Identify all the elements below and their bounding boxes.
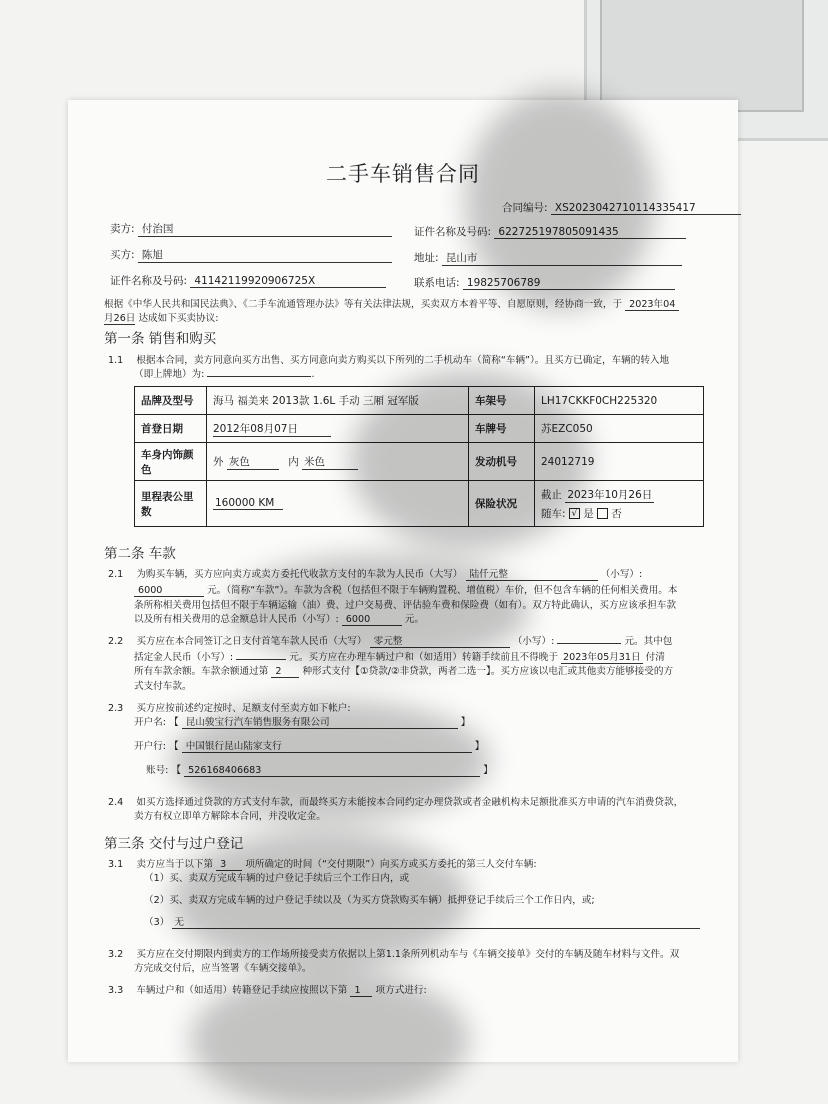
transfer-location xyxy=(207,376,311,377)
plate-value: 苏EZC050 xyxy=(535,415,704,443)
vin-label: 车架号 xyxy=(469,387,535,415)
account-name-row: 开户名: 【 昆山骏宝行汽车销售服务有限公司 】 xyxy=(134,714,470,729)
delivery-option: 3 xyxy=(216,859,242,871)
address: 昆山市 xyxy=(442,250,682,266)
bank-row: 开户行: 【 中国银行昆山陆家支行 】 xyxy=(134,738,484,753)
delivery-option-3-value: 无 xyxy=(172,914,700,929)
clause-text: 根据本合同，卖方同意向买方出售、买方同意向卖方购买以下所列的二手机动车（简称“车辆”）。且买方已确定，车辆的转入地 xyxy=(136,355,670,366)
no-checkbox[interactable] xyxy=(597,508,608,519)
insurance-with-row xyxy=(541,506,697,521)
intro-text: 根据《中华人民共和国民法典》、《二手车流通管理办法》等有关法律法规，买卖双方本着平等、自愿原则，经协商一致，于 xyxy=(104,299,623,310)
intro-line-1 xyxy=(104,296,679,311)
intro-text-2: 达成如下买卖协议: xyxy=(138,313,219,324)
clause-number: 3.1 xyxy=(108,859,124,870)
clause-2-2-line-4: 式支付车款。 xyxy=(134,681,192,692)
contract-no-row xyxy=(502,200,741,215)
phone-label: 联系电话: xyxy=(414,277,460,289)
clause-text: 所有车款余额。车款余额通过第 xyxy=(134,666,269,677)
buyer-name: 陈旭 xyxy=(138,247,392,263)
int-label: 内 xyxy=(288,455,299,468)
table-row xyxy=(135,415,704,443)
clause-text: 以及所有相关费用的总金额总计人民币（小写）: xyxy=(134,614,339,625)
mileage-label: 里程表公里数 xyxy=(135,481,207,527)
seller-name: 付治国 xyxy=(138,221,392,237)
yes-checkbox[interactable]: √ xyxy=(569,508,580,519)
background-panel-inner xyxy=(600,0,804,112)
phone-row xyxy=(414,275,675,290)
clause-2-2-line-3 xyxy=(134,663,673,678)
insurance-label: 保险状况 xyxy=(469,481,535,527)
clause-text: 项所确定的时间（“交付期限”）向买方或买方委托的第三人交付车辆: xyxy=(245,859,537,870)
color-label: 车身内饰颜色 xyxy=(135,443,207,481)
payment-method: 2 xyxy=(271,666,299,678)
small-label: （小写）: xyxy=(600,569,643,580)
clause-2-2-line-1 xyxy=(108,633,672,648)
clause-number: 3.2 xyxy=(108,949,124,960)
clause-text: （即上牌地）为: xyxy=(134,369,205,380)
clause-number: 2.3 xyxy=(108,703,124,714)
buyer-id-row xyxy=(110,273,386,288)
contract-no-label: 合同编号: xyxy=(502,202,548,214)
clause-2-2-line-2 xyxy=(134,649,665,664)
clause-2-1-line-3: 条所称相关费用包括但不限于车辆运输（油）费、过户交易费、评估验车费和保险费（如有）。双方特此确认，买方应该承担车款 xyxy=(134,600,677,611)
clause-text: 项方式进行: xyxy=(375,985,427,996)
clause-1-1-line-2: （即上牌地）为: . xyxy=(134,369,315,380)
ins-with-label: 随车: xyxy=(541,507,566,520)
clause-text: 付清 xyxy=(645,652,665,663)
clause-2-3-line-1 xyxy=(108,700,351,714)
seller-label: 卖方: xyxy=(110,223,135,235)
clause-3-1-line-1 xyxy=(108,856,537,871)
account-number-label: 账号: xyxy=(146,765,169,776)
contract-no: XS2023042710114335417 xyxy=(551,202,741,215)
clause-text: 为购买车辆，买方应向卖方或卖方委托代收款方支付的车款为人民币（大写） xyxy=(136,569,463,580)
clause-number: 3.3 xyxy=(108,985,124,996)
bank-name: 中国银行昆山陆家支行 xyxy=(182,738,472,753)
insurance-cell xyxy=(535,481,704,527)
clause-text: 元。（简称“车款”）。车款为含税（包括但不限于车辆购置税、增值税）车价，但不包含车辆的任何相关费用。本 xyxy=(207,585,678,596)
table-row xyxy=(135,443,704,481)
article2-heading: 第二条 车款 xyxy=(104,546,176,562)
reg-date-label: 首登日期 xyxy=(135,415,207,443)
first-payment-amount xyxy=(557,643,621,644)
clause-number: 2.4 xyxy=(108,797,124,808)
clause-3-2-line-1 xyxy=(108,946,679,960)
buyer-id: 41142119920906725X xyxy=(190,275,386,288)
clause-text: 买方应在本合同签订之日支付首笔车款人民币（大写） xyxy=(136,636,367,647)
account-number-row: 账号: 【 526168406683 】 xyxy=(146,765,493,776)
reg-date-value: 2012年08月07日 xyxy=(213,421,331,437)
clause-number: 2.1 xyxy=(108,569,124,580)
plate-label: 车牌号 xyxy=(469,415,535,443)
clause-text: 如买方选择通过贷款的方式支付车款，而最终买方未能按本合同约定办理贷款或者金融机构未足额批准买方申请的汽车消费贷款， xyxy=(136,797,684,808)
clause-text: 括定金人民币（小写）: xyxy=(134,652,234,663)
intro-date-2: 月26日 xyxy=(104,310,135,325)
clause-text: 元。买方应在办理车辆过户和（如适用）转籍手续前且不得晚于 xyxy=(289,652,558,663)
ins-until-value: 2023年10月26日 xyxy=(567,488,653,501)
clause-number: 1.1 xyxy=(108,355,124,366)
intro-date-1: 2023年04 xyxy=(625,296,679,311)
clause-2-1-line-4 xyxy=(134,611,424,626)
clause-text: 买方应在交付期限内到卖方的工作场所接受卖方依据以上第1.1条所列机动车与《车辆交接单》交付的车辆及随车材料与文件。双 xyxy=(136,949,680,960)
address-label: 地址: xyxy=(414,252,439,264)
article3-heading: 第三条 交付与过户登记 xyxy=(104,836,244,852)
clause-2-1-line-1 xyxy=(108,566,642,581)
vin-value: LH17CKKF0CH225320 xyxy=(535,387,704,415)
account-name-label: 开户名: xyxy=(134,717,167,728)
seller-id-label: 证件名称及号码: xyxy=(414,226,492,238)
clause-text: 车辆过户和（如适用）转籍登记手续应按照以下第 xyxy=(136,985,348,996)
delivery-option-3 xyxy=(144,914,700,929)
clause-number: 2.2 xyxy=(108,636,124,647)
insurance-until-row xyxy=(541,487,697,503)
table-row xyxy=(135,481,704,527)
clause-3-3-line-1 xyxy=(108,982,427,997)
yuan-label: 元。 xyxy=(404,614,425,625)
brand-value: 海马 福美来 2013款 1.6L 手动 三厢 冠军版 xyxy=(207,387,469,415)
table-row xyxy=(135,387,704,415)
ext-color: 灰色 xyxy=(227,454,279,470)
total-amount: 6000 xyxy=(342,614,402,626)
transfer-option: 1 xyxy=(350,985,372,997)
bank-label: 开户行: xyxy=(134,741,167,752)
price-in-words: 陆仟元整 xyxy=(466,566,598,581)
clause-text: （3） xyxy=(144,917,170,928)
address-row xyxy=(414,250,682,266)
clause-text: 卖方应当于以下第 xyxy=(136,859,214,870)
clause-text: 种形式支付【①贷款/②非贷款，两者二选一】。买方应该以电汇或其他卖方能够接受的方 xyxy=(302,666,674,677)
engine-value: 24012719 xyxy=(535,443,704,481)
no-label: 否 xyxy=(611,507,622,520)
engine-label: 发动机号 xyxy=(469,443,535,481)
int-color: 米色 xyxy=(302,454,358,470)
seller-row xyxy=(110,221,392,237)
account-name: 昆山骏宝行汽车销售服务有限公司 xyxy=(182,714,458,729)
seller-id: 622725197805091435 xyxy=(494,226,686,239)
yes-label: 是 xyxy=(583,507,594,520)
deposit-amount xyxy=(236,659,286,660)
clause-text: 买方应按前述约定按时、足额支付至卖方如下帐户: xyxy=(136,703,351,714)
account-number: 526168406683 xyxy=(184,765,480,777)
mileage-cell xyxy=(207,481,469,527)
delivery-option-2: （2）买、卖双方完成车辆的过户登记手续以及（为买方贷款购买车辆）抵押登记手续后三个工作日内，或; xyxy=(144,895,595,906)
color-cell xyxy=(207,443,469,481)
clause-2-4-line-1 xyxy=(108,794,683,808)
price-amount: 6000 xyxy=(134,585,204,597)
mileage-value: 160000 KM xyxy=(213,497,283,510)
phone: 19825706789 xyxy=(463,277,675,290)
vehicle-table xyxy=(134,386,704,527)
document-title: 二手车销售合同 xyxy=(326,162,480,186)
payment-deadline: 2023年05月31日 xyxy=(561,649,643,664)
clause-text: 元。其中包 xyxy=(624,636,673,647)
reg-date-cell xyxy=(207,415,469,443)
intro-line-2 xyxy=(104,310,218,325)
small-label: （小写）: xyxy=(512,636,555,647)
clause-1-1-line-1 xyxy=(108,352,669,366)
clause-2-4-line-2: 卖方有权立即单方解除本合同，并没收定金。 xyxy=(134,811,326,822)
clause-3-2-line-2: 方完成交付后，应当签署《车辆交接单》。 xyxy=(134,963,312,974)
ins-until-label: 截止 xyxy=(541,488,562,501)
seller-id-row xyxy=(414,224,686,239)
contract-page xyxy=(68,100,738,1062)
article1-heading: 第一条 销售和购买 xyxy=(104,331,217,347)
delivery-option-1: （1）买、卖双方完成车辆的过户登记手续后三个工作日内，或 xyxy=(144,873,410,884)
buyer-row xyxy=(110,247,392,263)
clause-2-1-line-2 xyxy=(134,582,678,597)
first-payment-words: 零元整 xyxy=(370,633,510,648)
buyer-id-label: 证件名称及号码: xyxy=(110,275,188,287)
brand-label: 品牌及型号 xyxy=(135,387,207,415)
buyer-label: 买方: xyxy=(110,249,135,261)
ext-label: 外 xyxy=(213,455,224,468)
